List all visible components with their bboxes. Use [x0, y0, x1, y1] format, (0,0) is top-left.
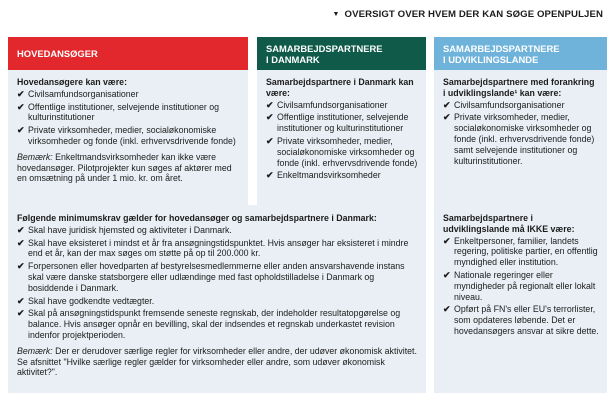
- list-item-text: Civilsamfundsorganisationer: [28, 88, 139, 99]
- ikke-vaere-panel: [434, 205, 607, 393]
- samarbejd-dk-header-line2: I DANMARK: [266, 53, 320, 65]
- hovedansoger-list: [17, 89, 240, 147]
- list-item: [17, 261, 418, 293]
- list-item: [17, 102, 240, 124]
- checkmark-icon: ✔: [17, 224, 25, 235]
- samarbejd-ul-panel: [434, 37, 607, 230]
- note-text: Enkeltmandsvirksomheder kan ikke være hovedansøger. Pilotprojekter kun søges af aktører med en omsætning på under 1 mio. kr. om året.: [17, 151, 232, 184]
- list-item-text: Civilsamfundsorganisationer: [454, 99, 565, 110]
- list-item-text: Private virksomheder, medier, socialøkonomiske virksomheder og fonde (inkl. erhvervsdrivende fonde): [277, 135, 418, 168]
- list-item: [266, 136, 418, 168]
- list-item: [17, 296, 418, 307]
- list-item: [266, 170, 418, 181]
- checkmark-icon: ✔: [266, 170, 274, 181]
- minimumskrav-title: Følgende minimumskrav gælder for hovedansøger og samarbejdspartnere i Danmark:: [17, 213, 377, 223]
- samarbejd-dk-panel: [257, 37, 426, 230]
- samarbejd-ul-list: [443, 100, 599, 167]
- overview-toggle[interactable]: [332, 9, 603, 20]
- note-text: Der er derudover særlige regler for virksomheder eller andre, der udøver økonomisk aktivitet. Se afsnittet "Hvilke særlige regler gælder for virksomheder eller andre, som udøver økonomisk aktivitet?".: [17, 345, 417, 378]
- checkmark-icon: ✔: [443, 269, 451, 280]
- list-item: [17, 308, 418, 340]
- samarbejd-ul-header-line1: SAMARBEJDSPARTNERE: [443, 42, 560, 54]
- list-item-text: Skal have godkendte vedtægter.: [28, 295, 155, 306]
- list-item: [443, 112, 599, 166]
- list-item-text: Enkeltpersoner, familier, landets regering, politiske partier, en offentlig myndighed eller institution.: [454, 235, 598, 268]
- list-item: [17, 125, 240, 147]
- list-item: [266, 112, 418, 134]
- samarbejd-dk-title: Samarbejdspartnere i Danmark kan være:: [266, 77, 414, 98]
- note-label: Bemærk:: [17, 151, 53, 162]
- list-item: [443, 100, 599, 111]
- checkmark-icon: ✔: [443, 304, 451, 315]
- checkmark-icon: ✔: [17, 295, 25, 306]
- samarbejd-dk-header: [257, 37, 426, 70]
- checkmark-icon: ✔: [443, 99, 451, 110]
- hovedansoger-header: [8, 37, 248, 70]
- list-item-text: Private virksomheder, medier, socialøkonomiske virksomheder og fonde (inkl. erhvervsdrivende fonde): [28, 125, 236, 146]
- caret-down-icon: ▼: [332, 11, 340, 18]
- overview-toggle-label: OVERSIGT OVER HVEM DER KAN SØGE OPENPULJEN: [344, 9, 603, 20]
- samarbejd-dk-header-line1: SAMARBEJDSPARTNERE: [266, 42, 383, 54]
- list-item: [443, 304, 599, 336]
- ikke-vaere-list: [443, 236, 599, 337]
- samarbejd-ul-header-line2: I UDVIKLINGSLANDE: [443, 53, 539, 65]
- list-item: [443, 270, 599, 302]
- list-item-text: Opført på FN's eller EU's terrorlister, som opdateres løbende. Det er hovedansøgers ansvar at sikre dette.: [454, 304, 599, 336]
- list-item: [17, 238, 418, 260]
- checkmark-icon: ✔: [266, 135, 274, 146]
- ikke-vaere-title: Samarbejdspartnere i udviklingslande må IKKE være:: [443, 213, 575, 234]
- samarbejd-ul-header: [434, 37, 607, 70]
- checkmark-icon: ✔: [17, 261, 25, 272]
- list-item: [443, 236, 599, 268]
- hovedansoger-header-text: HOVEDANSØGER: [17, 48, 98, 59]
- checkmark-icon: ✔: [266, 112, 274, 123]
- list-item-text: Skal have juridisk hjemsted og aktiviteter i Danmark.: [28, 224, 232, 235]
- list-item-text: Nationale regeringer eller myndigheder på regionalt eller lokalt niveau.: [454, 269, 596, 302]
- list-item-text: Enkeltmandsvirksomheder: [277, 170, 381, 181]
- minimumskrav-note: [17, 346, 418, 378]
- list-item: [266, 100, 418, 111]
- hovedansoger-note: [17, 152, 240, 184]
- minimumskrav-list: [17, 225, 418, 341]
- minimumskrav-panel: [8, 205, 426, 393]
- checkmark-icon: ✔: [17, 88, 25, 99]
- checkmark-icon: ✔: [17, 237, 25, 248]
- checkmark-icon: ✔: [443, 112, 451, 123]
- ikke-vaere-body: [434, 205, 607, 393]
- checkmark-icon: ✔: [17, 125, 25, 136]
- checkmark-icon: ✔: [17, 308, 25, 319]
- list-item-text: Offentlige institutioner, selvejende institutioner og kulturinstitutioner: [277, 112, 409, 134]
- list-item-text: Skal have eksisteret i mindst et år fra ansøgningstidspunktet. Hvis ansøger har eksisteret i mindre end et år, kan der max søges om støtte på op til 200.000 kr.: [28, 237, 409, 259]
- checkmark-icon: ✔: [443, 235, 451, 246]
- hovedansoger-panel: [8, 37, 248, 230]
- list-item: [17, 89, 240, 100]
- list-item-text: Civilsamfundsorganisationer: [277, 99, 388, 110]
- hovedansoger-title: Hovedansøgere kan være:: [17, 77, 128, 87]
- minimumskrav-body: [8, 205, 426, 393]
- note-label: Bemærk:: [17, 345, 53, 356]
- list-item: [17, 225, 418, 236]
- list-item-text: Offentlige institutioner, selvejende institutioner og kulturinstitutioner: [28, 101, 220, 123]
- checkmark-icon: ✔: [17, 101, 25, 112]
- list-item-text: Skal på ansøgningstidspunkt fremsende seneste regnskab, der indeholder resultatopgørelse og balance. Hvis ansøger opnår en bevilling, skal der indsendes et regnskab underkastet revision indenfor projektperioden.: [28, 308, 401, 340]
- samarbejd-dk-list: [266, 100, 418, 182]
- list-item-text: Private virksomheder, medier, socialøkonomiske virksomheder og fonde (inkl. erhvervsdrivende fonde) samt selvejende institutioner og kulturinstitutioner.: [454, 112, 595, 166]
- checkmark-icon: ✔: [266, 99, 274, 110]
- samarbejd-ul-title: Samarbejdspartnere med forankring i udviklingslande¹ kan være:: [443, 77, 595, 98]
- list-item-text: Forpersonen eller hovedparten af bestyrelsesmedlemmerne eller anden ansvarshavende instans skal være danske statsborgere eller udlændinge med fast opholdstilladelse i Danmark og bosiddende i Danmark.: [28, 261, 405, 293]
